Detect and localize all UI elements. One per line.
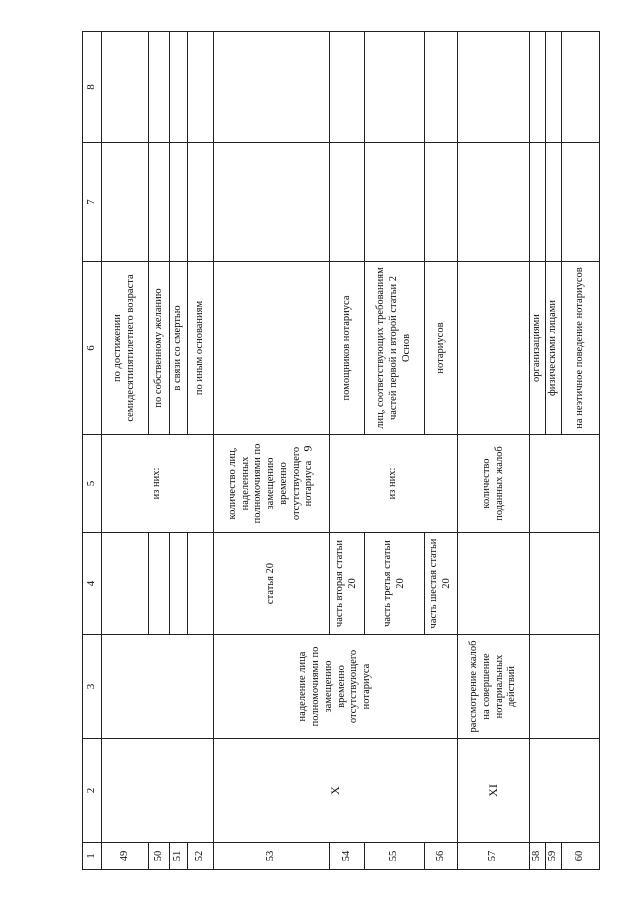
header-cell-7: 7 (83, 143, 102, 262)
value-cell-8 (102, 32, 149, 143)
article-cell (170, 533, 188, 635)
value-cell-8 (458, 32, 530, 143)
category-cell: организациями (530, 262, 546, 435)
value-cell-7 (188, 143, 214, 262)
value-cell-8 (425, 32, 458, 143)
value-cell-7 (170, 143, 188, 262)
category-cell: по иным основаниям (188, 262, 214, 435)
row-number: 51 (170, 843, 188, 870)
category-cell (458, 262, 530, 435)
section-cell (530, 739, 600, 843)
activity-cell: наделение лица полномочиями по замещению временно отсутствующего нотариуса (214, 635, 458, 739)
article-cell (458, 533, 530, 635)
row-number: 50 (149, 843, 170, 870)
section-number-cell: X (214, 739, 458, 843)
value-cell-7 (149, 143, 170, 262)
article-cell: часть третья статьи 20 (365, 533, 425, 635)
value-cell-8 (545, 32, 561, 143)
activity-cell (530, 635, 600, 739)
value-cell-7 (545, 143, 561, 262)
row-number: 53 (214, 843, 330, 870)
header-cell-1: 1 (83, 843, 102, 870)
category-cell: нотариусов (425, 262, 458, 435)
indicator-cell: из них: (330, 435, 458, 533)
section-number-cell: XI (458, 739, 530, 843)
category-cell (214, 262, 330, 435)
value-cell-8 (170, 32, 188, 143)
value-cell-7 (330, 143, 365, 262)
row-number: 54 (330, 843, 365, 870)
activity-cell: рассмотрение жалоб на совершение нотариальных действий (458, 635, 530, 739)
report-table (82, 31, 600, 870)
header-cell-4: 4 (83, 533, 102, 635)
value-cell-8 (188, 32, 214, 143)
category-cell: по достижении семидесятипятилетнего возраста (102, 262, 149, 435)
table-row (214, 32, 330, 870)
value-cell-8 (330, 32, 365, 143)
value-cell-7 (102, 143, 149, 262)
category-cell: на неэтичное поведение нотариусов (561, 262, 599, 435)
row-number: 60 (561, 843, 599, 870)
article-cell (102, 533, 149, 635)
header-cell-8: 8 (83, 32, 102, 143)
indicator-cell: количество поданных жалоб (458, 435, 530, 533)
value-cell-7 (458, 143, 530, 262)
report-table-container (82, 32, 589, 870)
header-cell-3: 3 (83, 635, 102, 739)
row-number: 55 (365, 843, 425, 870)
value-cell-8 (149, 32, 170, 143)
article-cell: статья 20 (214, 533, 330, 635)
article-cell (188, 533, 214, 635)
row-number: 49 (102, 843, 149, 870)
header-cell-5: 5 (83, 435, 102, 533)
value-cell-8 (365, 32, 425, 143)
article-cell: часть вторая статьи 20 (330, 533, 365, 635)
table-row (102, 32, 149, 870)
page-number: 9 (300, 445, 315, 452)
category-cell: лиц, соответствующих требованиям частей первой и второй статьи 2 Основ (365, 262, 425, 435)
value-cell-8 (530, 32, 546, 143)
section-cell (102, 739, 214, 843)
category-cell: физическими лицами (545, 262, 561, 435)
row-number: 52 (188, 843, 214, 870)
table-row (530, 32, 546, 870)
header-row (83, 32, 102, 870)
article-cell (530, 533, 600, 635)
activity-cell (102, 635, 214, 739)
category-cell: по собственному желанию (149, 262, 170, 435)
value-cell-8 (561, 32, 599, 143)
row-number: 57 (458, 843, 530, 870)
value-cell-7 (425, 143, 458, 262)
indicator-cell: количество лиц, наделенных полномочиями по замещению временно отсутствующего нотариуса (214, 435, 330, 533)
row-number: 56 (425, 843, 458, 870)
header-cell-2: 2 (83, 739, 102, 843)
category-cell: в связи со смертью (170, 262, 188, 435)
value-cell-7 (365, 143, 425, 262)
article-cell (149, 533, 170, 635)
article-cell: часть шестая статьи 20 (425, 533, 458, 635)
category-cell: помощников нотариуса (330, 262, 365, 435)
value-cell-7 (530, 143, 546, 262)
value-cell-7 (561, 143, 599, 262)
value-cell-8 (214, 32, 330, 143)
header-cell-6: 6 (83, 262, 102, 435)
indicator-cell (530, 435, 600, 533)
row-number: 58 (530, 843, 546, 870)
indicator-cell: из них: (102, 435, 214, 533)
value-cell-7 (214, 143, 330, 262)
row-number: 59 (545, 843, 561, 870)
table-row (458, 32, 530, 870)
